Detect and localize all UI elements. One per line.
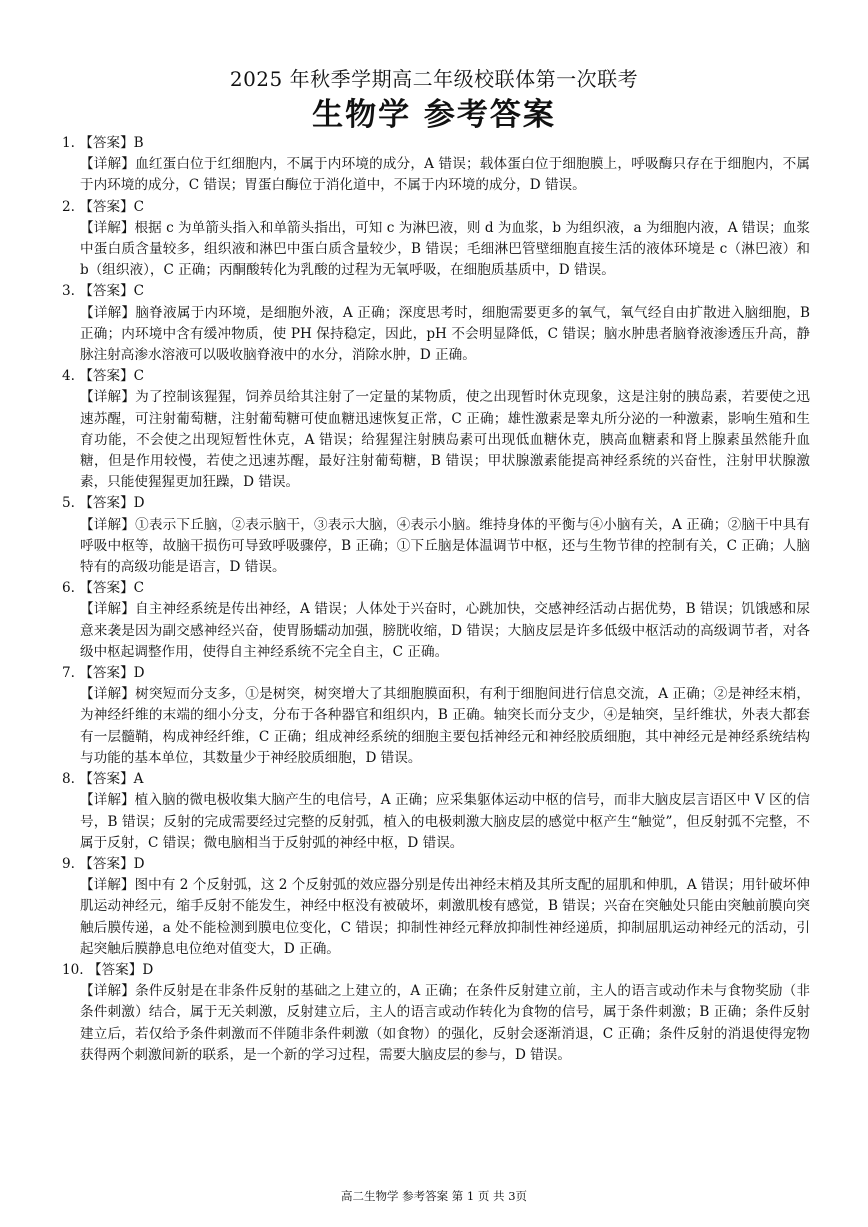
answer-line: 2. 【答案】C [62, 198, 145, 215]
explanation-text: 【详解】图中有 2 个反射弧，这 2 个反射弧的效应器分别是传出神经末梢及其所支配的屈肌和伸肌，A 错误；用针破坏伸肌运动神经元，缩手反射不能发生，神经中枢没有被破坏，刺激肌梭有感觉，B 错误；兴奋在突触处只能由突触前膜向突触后膜传递，a 处不能检测到膜电位变化，C 错误；抑制性神经元释放抑制性神经递质，抑制屈肌运动神经元的活动，引起突触后膜静息电位绝对值变大，D 正确。 [80, 877, 810, 957]
answer-line: 7. 【答案】D [62, 665, 145, 682]
answer-line: 5. 【答案】D [62, 495, 145, 512]
question-item [62, 960, 810, 1066]
explanation-text: 【详解】自主神经系统是传出神经，A 错误；人体处于兴奋时，心跳加快，交感神经活动占据优势，B 错误；饥饿感和尿意来袭是因为副交感神经兴奋，使胃肠蠕动加强，膀胱收缩，D 错误；大脑皮层是许多低级中枢活动的高级调节者，对各级中枢起调整作用，使得自主神经系统不完全自主，C 正确。 [80, 601, 810, 660]
explanation-text: 【详解】根据 c 为单箭头指入和单箭头指出，可知 c 为淋巴液，则 d 为血浆，b 为组织液，a 为细胞内液，A 错误；血浆中蛋白质含量较多，组织液和淋巴中蛋白质含量较少，B 错误；毛细淋巴管壁细胞直接生活的液体环境是 c（淋巴液）和 b（组织液），C 正确；丙酮酸转化为乳酸的过程为无氧呼吸，在细胞质基质中，D 错误。 [80, 219, 810, 279]
question-item [62, 197, 810, 282]
question-item [62, 663, 810, 769]
page-footer: 高二生物学 参考答案 第 1 页 共 3页 [340, 1189, 528, 1203]
question-item [62, 578, 810, 663]
answer-line: 1. 【答案】B [62, 135, 144, 151]
answer-line: 3. 【答案】C [62, 283, 145, 300]
answer-line: 8. 【答案】A [62, 771, 144, 788]
explanation-text: 【详解】树突短而分支多，①是树突，树突增大了其细胞膜面积，有利于细胞间进行信息交流，A 正确；②是神经末梢，为神经纤维的末端的细小分支，分布于各种器官和组织内，B 正确。轴突长而分支少，④是轴突，呈纤维状，外表大都套有一层髓鞘，构成神经纤维，C 正确；组成神经系统的细胞主要包括神经元和神经胶质细胞，其中神经元是神经系统结构与功能的基本单位，其数量少于神经胶质细胞，D 错误。 [80, 686, 810, 766]
explanation-text: 【详解】血红蛋白位于红细胞内，不属于内环境的成分，A 错误；载体蛋白位于细胞膜上，呼吸酶只存在于细胞内，不属于内环境的成分，C 错误；胃蛋白酶位于消化道中，不属于内环境的成分，D 错误。 [80, 156, 810, 194]
question-item [62, 493, 810, 578]
explanation-text: 【详解】植入脑的微电极收集大脑产生的电信号，A 正确；应采集躯体运动中枢的信号，而非大脑皮层言语区中 V 区的信号，B 错误；反射的完成需要经过完整的反射弧，植入的电极刺激大脑皮层的感觉中枢产生“触觉”，但反射弧不完整，不属于反射，C 错误；微电脑相当于反射弧的神经中枢，D 错误。 [80, 792, 810, 851]
answer-line: 9. 【答案】D [62, 855, 145, 872]
answer-line: 6. 【答案】C [62, 580, 145, 597]
explanation-text: 【详解】为了控制该猩猩，饲养员给其注射了一定量的某物质，使之出现暂时休克现象，这是注射的胰岛素，若要使之迅速苏醒，可注射葡萄糖，注射葡萄糖可使血糖迅速恢复正常，C 正确；雄性激素是睾丸所分泌的一种激素，影响生殖和生育功能，不会使之出现短暂性休克，A 错误；给猩猩注射胰岛素可出现低血糖休克，胰高血糖素和肾上腺素虽然能升血糖，但是作用较慢，若使之迅速苏醒，最好注射葡萄糖，B 错误；甲状腺激素能提高神经系统的兴奋性，注射甲状腺激素，只能使猩猩更加狂躁，D 错误。 [80, 389, 810, 491]
question-item [62, 281, 810, 366]
explanation-text: 【详解】条件反射是在非条件反射的基础之上建立的，A 正确；在条件反射建立前，主人的语言或动作未与食物奖励（非条件刺激）结合，属于无关刺激，反射建立后，主人的语言或动作转化为食物的信号，属于条件刺激；B 正确；条件反射建立后，若仅给予条件刺激而不伴随非条件刺激（如食物）的强化，反射会逐渐消退，C 正确；条件反射的消退使得宠物获得两个刺激间新的联系，是一个新的学习过程，需要大脑皮层的参与，D 错误。 [80, 983, 810, 1063]
answer-line: 4. 【答案】C [62, 368, 145, 385]
question-item [62, 854, 810, 960]
question-item [62, 769, 810, 854]
explanation-text: 【详解】脑脊液属于内环境，是细胞外液，A 正确；深度思考时，细胞需要更多的氧气，氧气经自由扩散进入脑细胞，B 正确；内环境中含有缓冲物质，使 PH 保持稳定，因此，pH 不会明显降低，C 错误；脑水肿患者脑脊液渗透压升高，静脉注射高渗水溶液可以吸收脑脊液中的水分，消除水肿，D 正确。 [80, 304, 810, 364]
answer-line: 10. 【答案】D [62, 961, 154, 978]
subject-subtitle: 生物学 参考答案 [312, 97, 556, 133]
question-item [62, 366, 810, 493]
explanation-text: 【详解】①表示下丘脑，②表示脑干，③表示大脑，④表示小脑。维持身体的平衡与④小脑有关，A 正确；②脑干中具有呼吸中枢等，故脑干损伤可导致呼吸骤停，B 正确；①下丘脑是体温调节中枢，还与生物节律的控制有关，C 正确；人脑特有的高级功能是语言，D 错误。 [80, 516, 810, 576]
exam-title: 2025 年秋季学期高二年级校联体第一次联考 [229, 67, 639, 91]
answer-list [62, 133, 810, 1066]
question-item [62, 133, 810, 197]
